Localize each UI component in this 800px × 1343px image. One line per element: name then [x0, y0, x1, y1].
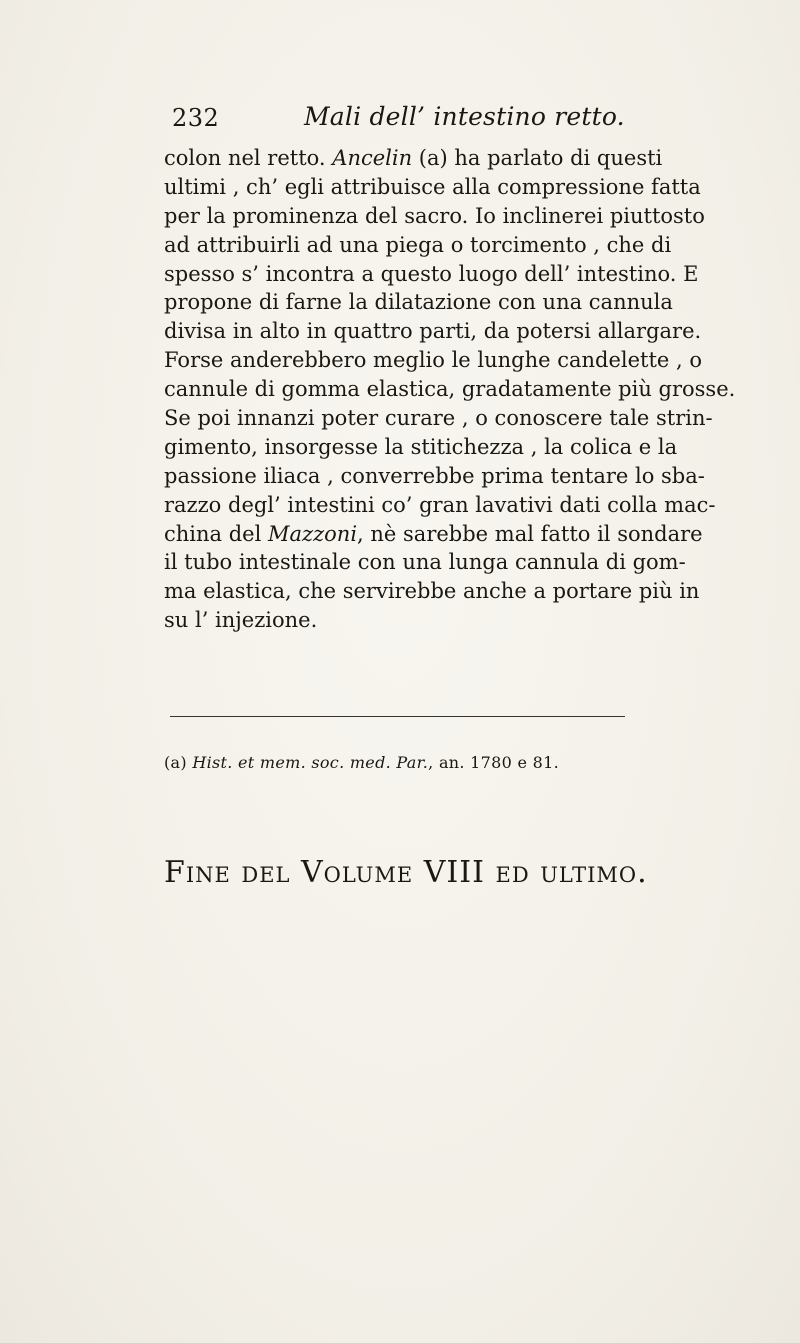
colophon: Fine del Volume VIII ed ultimo.	[164, 855, 648, 890]
text-line: per la prominenza del sacro. Io inclinerei piuttosto	[164, 203, 705, 228]
text-line: gimento, insorgesse la stitichezza , la colica e la	[164, 434, 678, 459]
text-line: colon nel retto. Ancelin (a) ha parlato di questi	[164, 146, 663, 170]
running-head	[172, 100, 632, 140]
text-line: cannule di gomma elastica, gradatamente più grosse.	[164, 377, 736, 402]
text-line: Se poi innanzi poter curare , o conoscere tale strin-	[164, 406, 713, 431]
text-line: china del Mazzoni, nè sarebbe mal fatto il sondare	[164, 521, 703, 546]
text-line: ma elastica, che servirebbe anche a portare più in	[164, 579, 700, 604]
footnote	[164, 753, 634, 772]
text-line: spesso s’ incontra a questo luogo dell’ intestino. E	[164, 261, 699, 286]
footnote-rule	[170, 716, 625, 717]
text-line: passione iliaca , converrebbe prima tentare lo sba-	[164, 463, 705, 488]
text-line: il tubo intestinale con una lunga cannula di gom-	[164, 550, 686, 575]
footnote-rest: , an. 1780 e 81.	[428, 753, 559, 772]
text-line: divisa in alto in quattro parti, da potersi allargare.	[164, 319, 702, 344]
text-line-last: su l’ injezione.	[164, 608, 318, 633]
text-line: razzo degl’ intestini co’ gran lavativi dati colla mac-	[164, 492, 716, 517]
running-head-title: Mali dell’ intestino retto.	[304, 102, 625, 131]
text-line: ultimi , ch’ egli attribuisce alla compressione fatta	[164, 174, 701, 199]
body-paragraph	[164, 144, 736, 635]
page-number: 232	[172, 104, 220, 132]
footnote-mark: (a)	[164, 753, 193, 772]
footnote-source: Hist. et mem. soc. med. Par.	[192, 753, 429, 772]
text-line: propone di farne la dilatazione con una cannula	[164, 290, 673, 315]
text-line: ad attribuirli ad una piega o torcimento , che di	[164, 232, 672, 257]
text-line: Forse anderebbero meglio le lunghe candelette , o	[164, 348, 703, 373]
